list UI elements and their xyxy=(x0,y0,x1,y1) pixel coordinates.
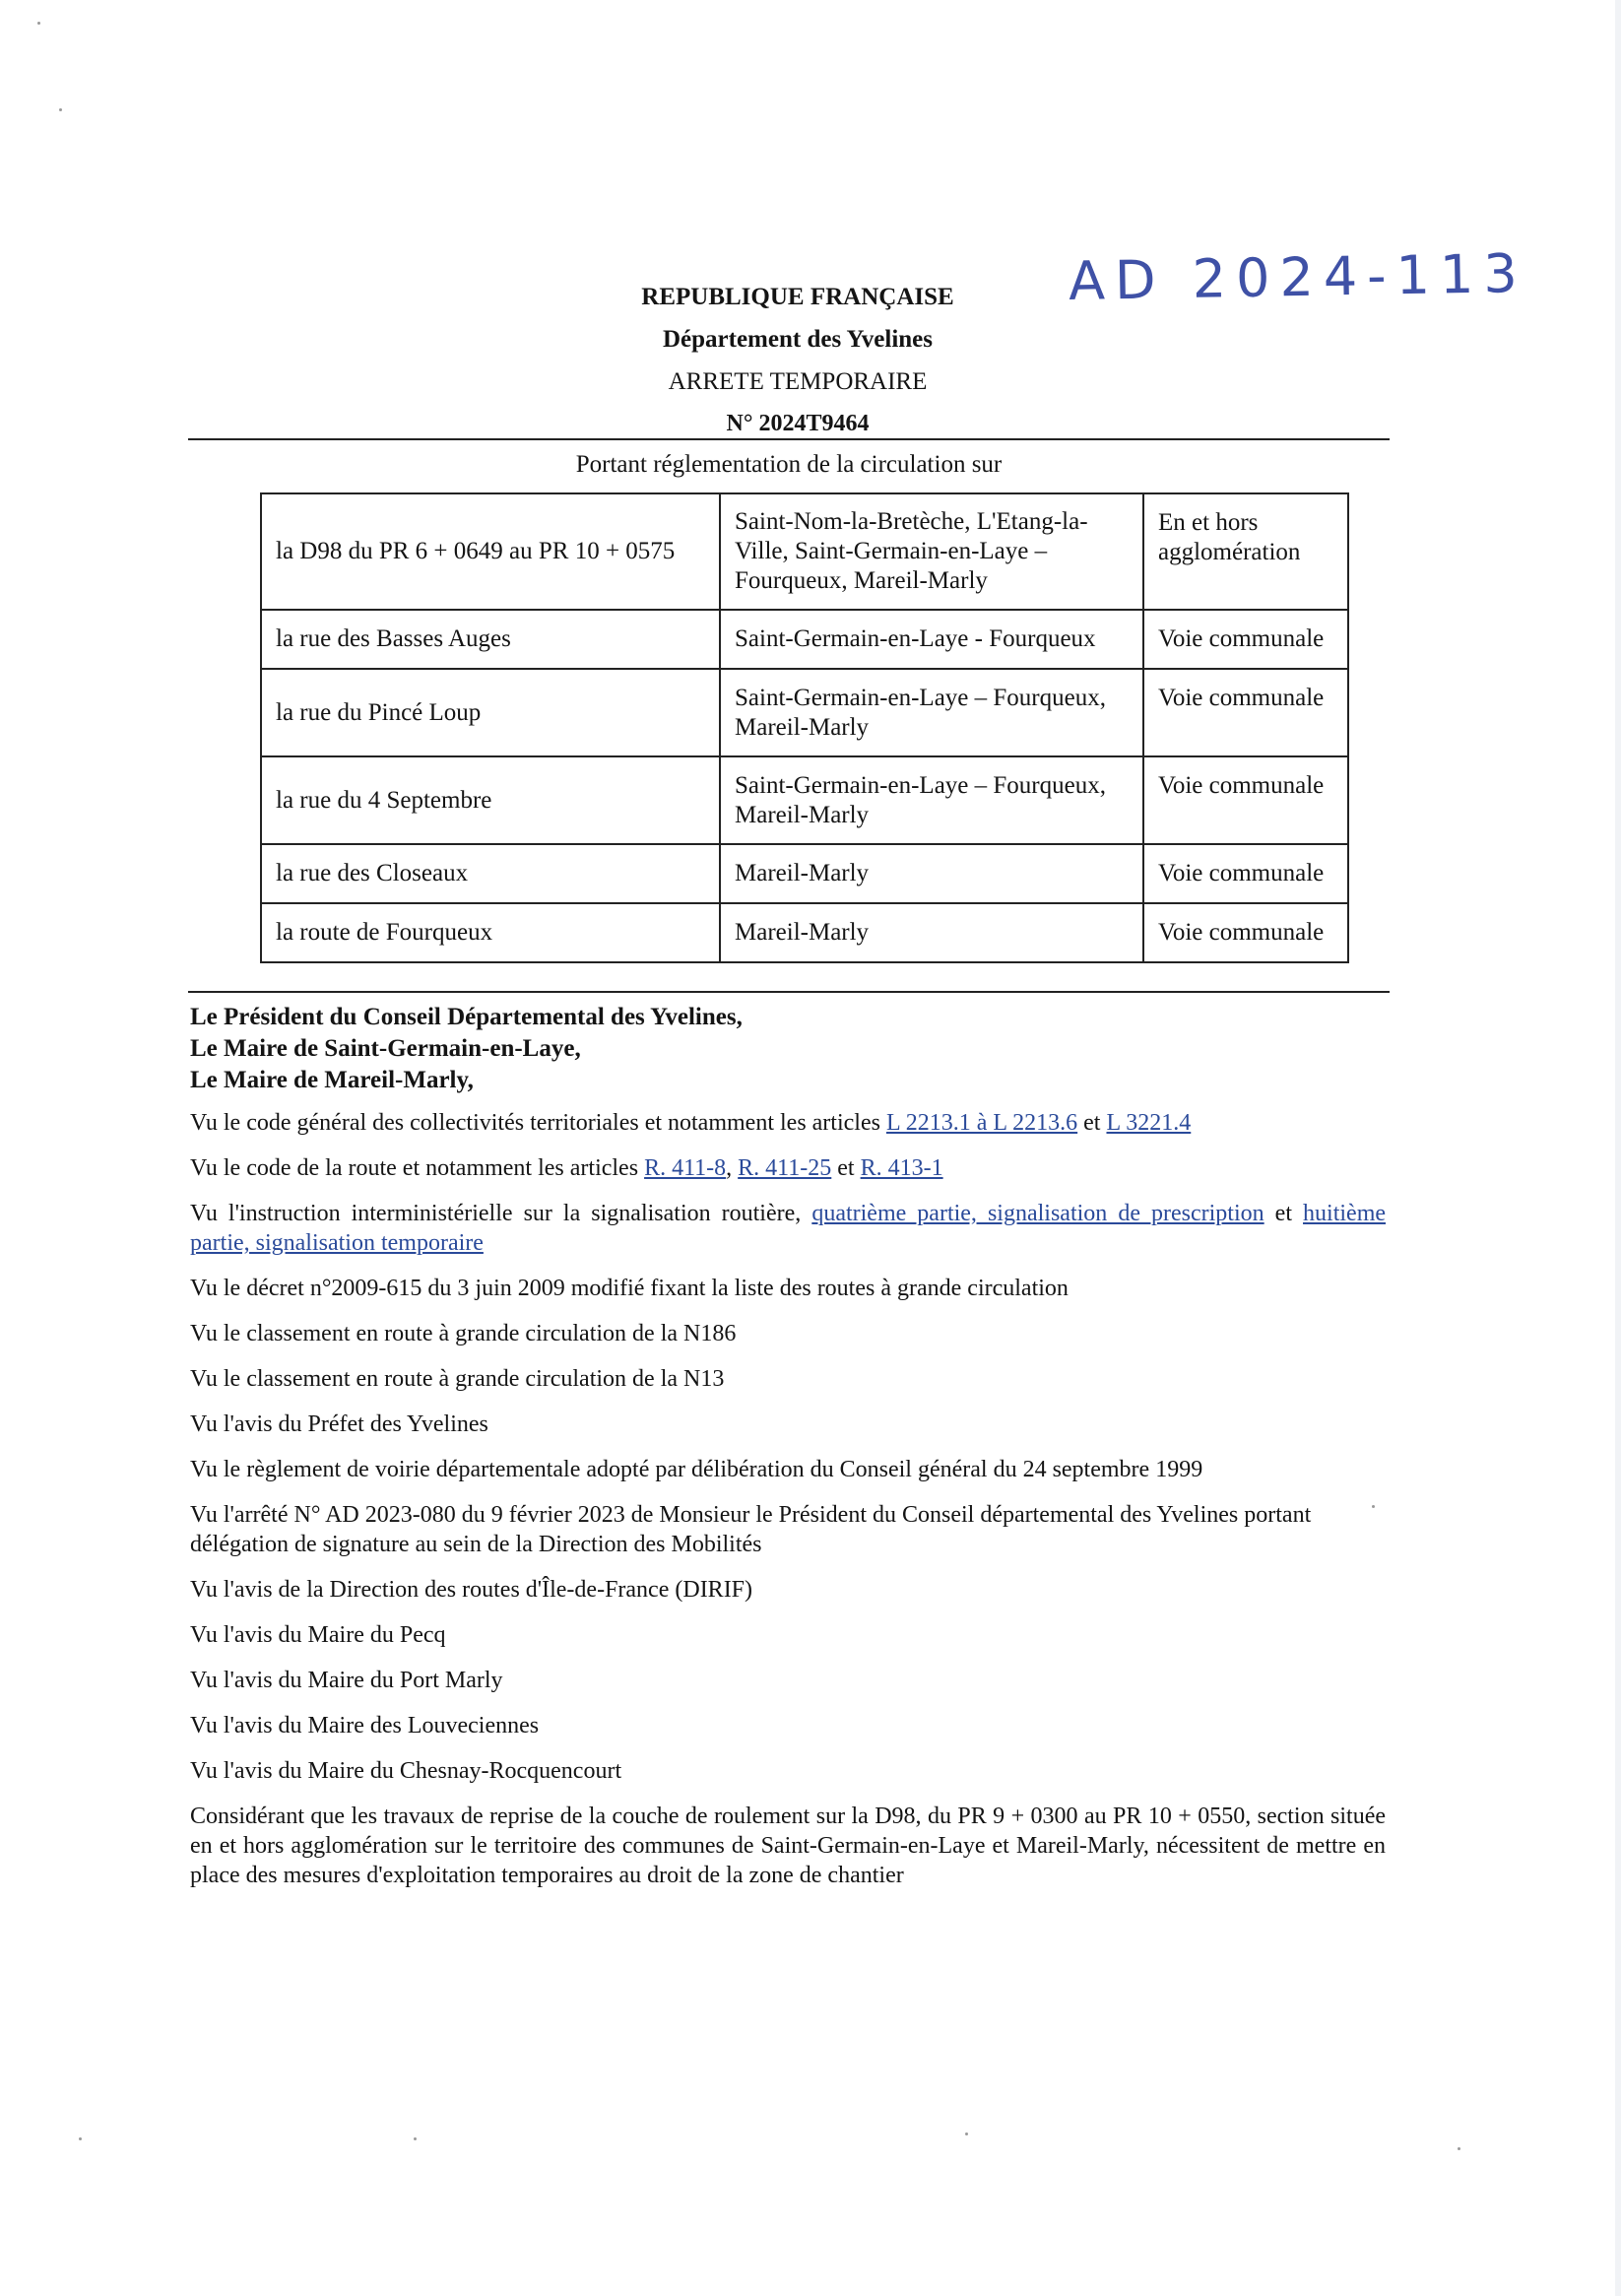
communes-cell: Mareil-Marly xyxy=(720,844,1143,903)
visa-line: Vu le décret n°2009-615 du 3 juin 2009 modifié fixant la liste des routes à grande circulation xyxy=(190,1276,1069,1301)
table-divider xyxy=(188,991,1390,993)
visa-text: Vu le code de la route et notamment les articles xyxy=(190,1155,639,1181)
separator-text: , xyxy=(726,1155,733,1181)
authority-line: Le Maire de Mareil-Marly, xyxy=(190,1067,474,1093)
zone-cell: En et hors agglomération xyxy=(1143,493,1348,610)
table-row xyxy=(261,903,1348,962)
communes-cell: Saint-Nom-la-Bretèche, L'Etang-la-Ville, Saint-Germain-en-Laye – Fourqueux, Mareil-Marly xyxy=(720,493,1143,610)
republic-title: REPUBLIQUE FRANÇAISE xyxy=(641,284,954,310)
act-number: N° 2024T9464 xyxy=(726,411,870,436)
header-divider xyxy=(188,438,1390,440)
legal-reference-link[interactable]: huitième partie, signalisation temporaire xyxy=(190,1201,1387,1256)
scan-speck xyxy=(414,2137,417,2140)
visa-text: Vu le code général des collectivités territoriales et notamment les articles xyxy=(190,1110,880,1136)
scan-speck xyxy=(1458,2147,1460,2150)
table-row xyxy=(261,610,1348,669)
authority-line: Le Maire de Saint-Germain-en-Laye, xyxy=(190,1035,581,1062)
table-row xyxy=(261,844,1348,903)
visa-line: Vu l'avis du Maire du Chesnay-Rocquencourt xyxy=(190,1758,622,1784)
act-type: ARRETE TEMPORAIRE xyxy=(668,368,928,395)
communes-cell: Saint-Germain-en-Laye - Fourqueux xyxy=(720,610,1143,669)
visa-line: Vu le règlement de voirie départementale adopté par délibération du Conseil général du 24 septembre 1999 xyxy=(190,1457,1203,1482)
authorities-block xyxy=(190,1002,1386,1096)
zone-cell: Voie communale xyxy=(1143,844,1348,903)
authority-line: Le Président du Conseil Départemental des Yvelines, xyxy=(190,1004,743,1030)
visa-instruction xyxy=(190,1199,1386,1258)
visa-line: Vu l'avis du Maire du Port Marly xyxy=(190,1668,503,1693)
legal-reference-link[interactable]: quatrième partie, signalisation de prescription xyxy=(811,1201,1264,1226)
handwritten-reference: AD 2024-113 xyxy=(1068,241,1528,313)
document-header xyxy=(551,276,1044,445)
visa-line: Vu l'arrêté N° AD 2023-080 du 9 février 2023 de Monsieur le Président du Conseil départemental des Yvelines portant délégation de signature au sein de la Direction des Mobilités xyxy=(190,1502,1312,1557)
zone-cell: Voie communale xyxy=(1143,610,1348,669)
visa-line: Vu l'avis du Maire du Pecq xyxy=(190,1622,446,1648)
department-title: Département des Yvelines xyxy=(662,326,934,353)
zone-cell: Voie communale xyxy=(1143,669,1348,756)
road-cell: la route de Fourqueux xyxy=(261,903,720,962)
legal-reference-link[interactable]: R. 413-1 xyxy=(860,1155,943,1181)
legal-reference-link[interactable]: L 3221.4 xyxy=(1106,1110,1192,1136)
visa-code-route xyxy=(190,1153,1386,1183)
road-cell: la rue des Closeaux xyxy=(261,844,720,903)
table-row xyxy=(261,669,1348,756)
scan-speck xyxy=(79,2137,82,2140)
communes-cell: Saint-Germain-en-Laye – Fourqueux, Mareil-Marly xyxy=(720,669,1143,756)
visa-line: Vu le classement en route à grande circulation de la N186 xyxy=(190,1321,737,1346)
table-row xyxy=(261,493,1348,610)
legal-reference-link[interactable]: R. 411-8 xyxy=(644,1155,727,1181)
scan-edge xyxy=(1615,0,1621,2296)
legal-reference-link[interactable]: L 2213.1 à L 2213.6 xyxy=(885,1110,1078,1136)
joiner-text: et xyxy=(837,1155,855,1181)
zone-cell: Voie communale xyxy=(1143,903,1348,962)
document-body xyxy=(190,1002,1386,1890)
road-cell: la D98 du PR 6 + 0649 au PR 10 + 0575 xyxy=(261,493,720,610)
subject-line: Portant réglementation de la circulation sur xyxy=(575,451,1003,478)
scan-speck xyxy=(1372,1505,1375,1508)
table-row xyxy=(261,756,1348,844)
visa-line: Vu le classement en route à grande circulation de la N13 xyxy=(190,1366,725,1392)
road-cell: la rue des Basses Auges xyxy=(261,610,720,669)
visa-line: Vu l'avis du Préfet des Yvelines xyxy=(190,1411,488,1437)
visa-line: Vu l'avis du Maire des Louveciennes xyxy=(190,1713,540,1738)
visa-text: Vu l'instruction interministérielle sur la signalisation routière, xyxy=(190,1201,802,1226)
legal-reference-link[interactable]: R. 411-25 xyxy=(738,1155,832,1181)
considerant-paragraph: Considérant que les travaux de reprise de la couche de roulement sur la D98, du PR 9 + 0300 au PR 10 + 0550, section située en et hors agglomération sur le territoire des communes de Saint-Germain-en-Laye et Mareil-Marly, nécessitent de mettre en place des mesures d'exploitation temporaires au droit de la zone de chantier xyxy=(190,1804,1386,1888)
zone-cell: Voie communale xyxy=(1143,756,1348,844)
roads-table xyxy=(260,492,1349,963)
joiner-text: et xyxy=(1274,1201,1292,1226)
visa-cgct xyxy=(190,1108,1386,1138)
scan-speck xyxy=(59,108,62,111)
road-cell: la rue du 4 Septembre xyxy=(261,756,720,844)
communes-cell: Mareil-Marly xyxy=(720,903,1143,962)
joiner-text: et xyxy=(1083,1110,1101,1136)
road-cell: la rue du Pincé Loup xyxy=(261,669,720,756)
visa-line: Vu l'avis de la Direction des routes d'Île-de-France (DIRIF) xyxy=(190,1577,753,1603)
communes-cell: Saint-Germain-en-Laye – Fourqueux, Mareil-Marly xyxy=(720,756,1143,844)
scan-speck xyxy=(965,2132,968,2135)
scan-speck xyxy=(37,22,40,25)
